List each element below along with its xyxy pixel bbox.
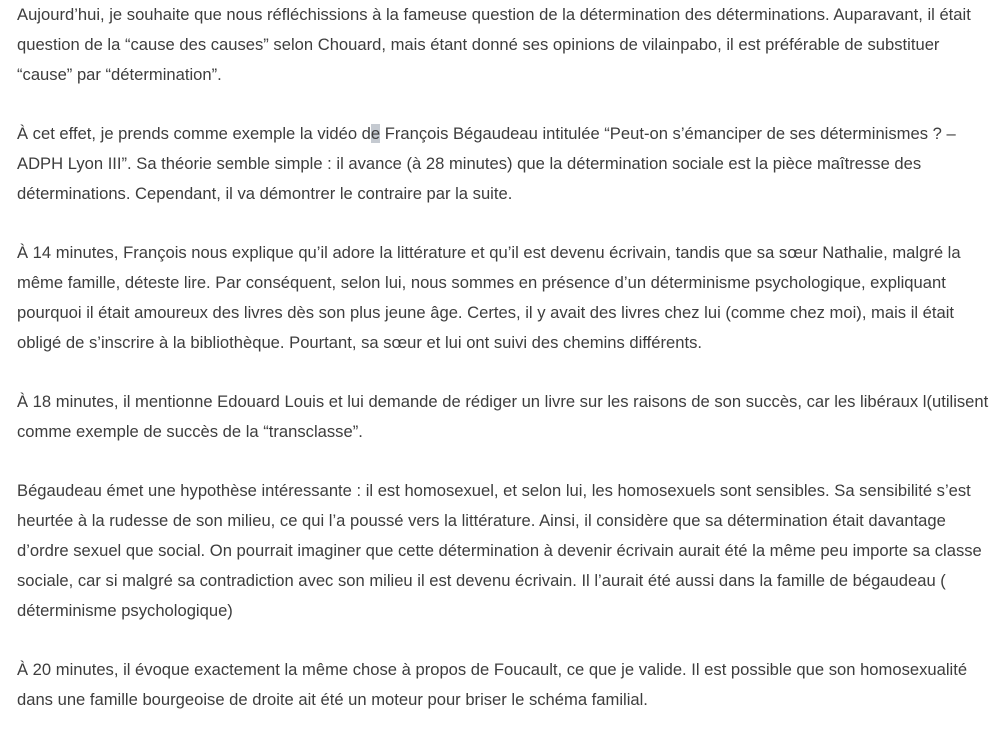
paragraph-video-example: [17, 119, 992, 209]
paragraph-20-minutes: À 20 minutes, il évoque exactement la même chose à propos de Foucault, ce que je valide. Il est possible que son homosexualité dans une famille bourgeoise de droite ait été un moteur pour briser le schéma familial.: [17, 660, 968, 709]
paragraph-intro: Aujourd’hui, je souhaite que nous réfléchissions à la fameuse question de la détermination des déterminations. Auparavant, il était question de la “cause des causes” selon Chouard, mais étant donné ses opinions de vilainpabo, il est préférable de substituer “cause” par “détermination”.: [17, 5, 971, 84]
paragraph-video-text-before: À cet effet, je prends comme exemple la vidéo d: [17, 124, 371, 143]
paragraph-14-minutes: À 14 minutes, François nous explique qu’il adore la littérature et qu’il est devenu écrivain, tandis que sa sœur Nathalie, malgré la même famille, déteste lire. Par conséquent, selon lui, nous sommes en présence d’un déterminisme psychologique, expliquant pourquoi il était amoureux des livres dès son plus jeune âge. Certes, il y avait des livres chez lui (comme chez moi), mais il était obligé de s’inscrire à la bibliothèque. Pourtant, sa sœur et lui ont suivi des chemins différents.: [17, 243, 961, 352]
text-selection-highlight[interactable]: e: [370, 124, 381, 143]
paragraph-video-text-after: François Bégaudeau intitulée “Peut-on s’émanciper de ses déterminismes ? – ADPH Lyon III”. Sa théorie semble simple : il avance (à 28 minutes) que la détermination sociale est la pièce maîtresse des déterminations. Cependant, il va démontrer le contraire par la suite.: [17, 124, 956, 203]
paragraph-hypothesis: Bégaudeau émet une hypothèse intéressante : il est homosexuel, et selon lui, les homosexuels sont sensibles. Sa sensibilité s’est heurtée à la rudesse de son milieu, ce qui l’a poussé vers la littérature. Ainsi, il considère que sa détermination était davantage d’ordre sexuel que social. On pourrait imaginer que cette détermination à devenir écrivain aurait été la même peu importe sa classe sociale, car si malgré sa contradiction avec son milieu il est devenu écrivain. Il l’aurait été aussi dans la famille de bégaudeau ( déterminisme psychologique): [17, 481, 982, 620]
paragraph-18-minutes: À 18 minutes, il mentionne Edouard Louis et lui demande de rédiger un livre sur les raisons de son succès, car les libéraux l(utilisent comme exemple de succès de la “transclasse”.: [17, 392, 989, 441]
article-body: [17, 0, 992, 744]
